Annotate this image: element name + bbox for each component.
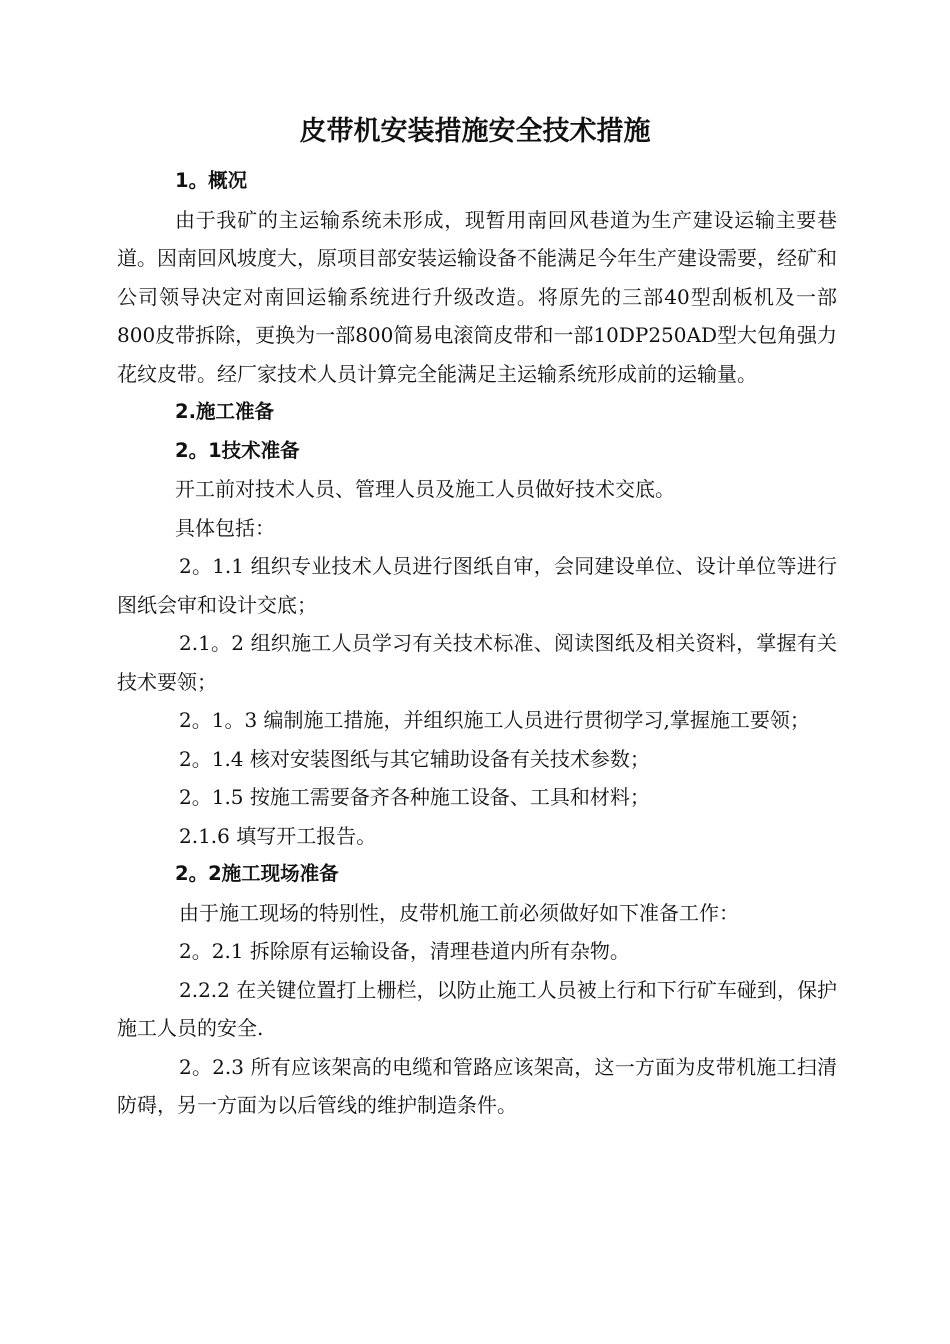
document-body <box>117 162 837 1125</box>
item-2-1-2: 2.1。2 组织施工人员学习有关技术标准、阅读图纸及相关资料，掌握有关技术要领； <box>117 631 837 694</box>
paragraph-technical-intro: 开工前对技术人员、管理人员及施工人员做好技术交底。 <box>175 477 675 501</box>
paragraph-overview: 由于我矿的主运输系统未形成，现暂用南回风巷道为生产建设运输主要巷道。因南回风坡度大，原项目部安装运输设备不能满足今年生产建设需要，经矿和公司领导决定对南回运输系统进行升级改造。将原先的三部40型刮板机及一部800皮带拆除，更换为一部800简易电滚筒皮带和一部10DP250AD型大包角强力花纹皮带。经厂家技术人员计算完全能满足主运输系统形成前的运输量。 <box>117 207 837 386</box>
item-2-1-5: 2。1.5 按施工需要备齐各种施工设备、工具和材料； <box>179 785 650 809</box>
item-2-2-3: 2。2.3 所有应该架高的电缆和管路应该架高，这一方面为皮带机施工扫清防碍，另一方面为以后管线的维护制造条件。 <box>117 1054 837 1117</box>
subsection-heading-site: 2。2施工现场准备 <box>175 862 339 885</box>
paragraph-site-intro: 由于施工现场的特别性，皮带机施工前必须做好如下准备工作： <box>179 900 739 925</box>
section-heading-overview: 1。概况 <box>175 169 248 192</box>
item-2-2-2: 2.2.2 在关键位置打上栅栏，以防止施工人员被上行和下行矿车碰到，保护施工人员的安全. <box>117 977 837 1040</box>
item-2-1-6: 2.1.6 填写开工报告。 <box>179 823 377 848</box>
item-2-1-4: 2。1.4 核对安装图纸与其它辅助设备有关技术参数； <box>179 746 650 771</box>
paragraph-technical-include: 具体包括： <box>175 515 275 540</box>
item-2-1-1: 2。1.1 组织专业技术人员进行图纸自审，会同建设单位、设计单位等进行图纸会审和设计交底； <box>117 554 837 617</box>
document-title: 皮带机安装措施安全技术措施 <box>299 116 651 147</box>
item-2-2-1: 2。2.1 拆除原有运输设备，清理巷道内所有杂物。 <box>179 939 630 963</box>
subsection-heading-technical: 2。1技术准备 <box>175 438 300 462</box>
section-heading-preparation: 2.施工准备 <box>175 400 274 423</box>
item-2-1-3: 2。1。3 编制施工措施，并组织施工人员进行贯彻学习,掌握施工要领； <box>179 708 810 732</box>
